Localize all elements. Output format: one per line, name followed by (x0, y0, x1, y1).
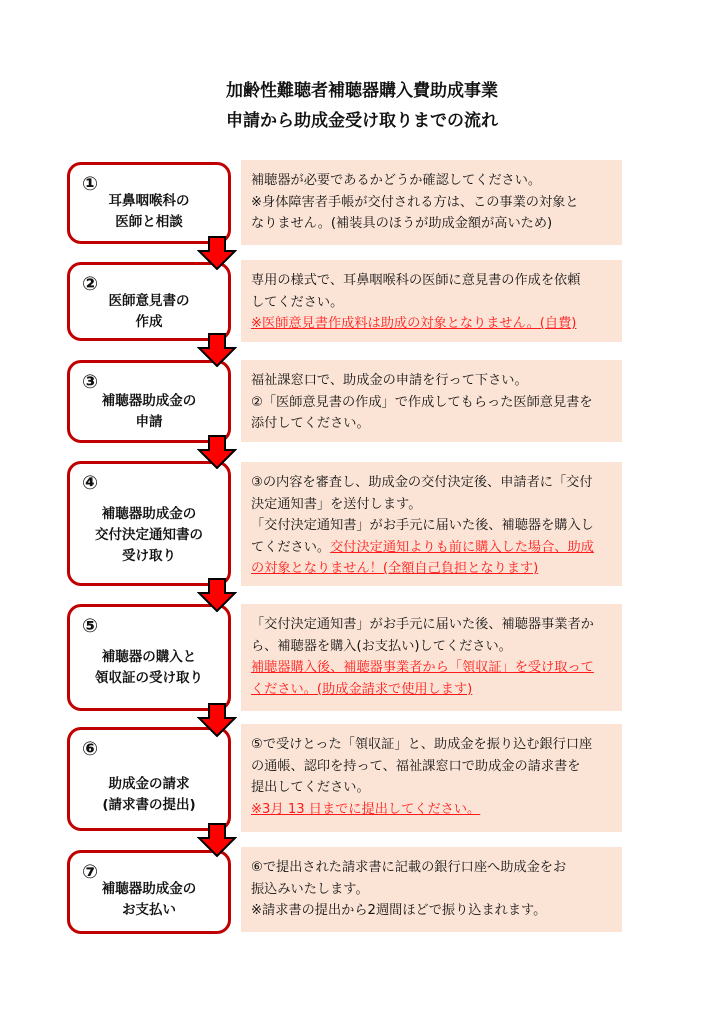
step-box-7 (67, 850, 231, 934)
description-line (251, 170, 612, 192)
step-number: ⑦ (82, 861, 99, 883)
step-label-line: (請求書の提出) (102, 797, 196, 813)
down-arrow-icon (197, 333, 237, 367)
description-line (251, 879, 612, 901)
step-box-5 (67, 604, 231, 711)
description-text: ②「医師意見書の作成」で作成してもらった医師意見書を (251, 394, 593, 410)
step-label-line: 医師と相談 (115, 214, 183, 230)
step-description-5 (241, 604, 622, 711)
description-line (251, 734, 612, 756)
step-label (70, 647, 228, 689)
description-text: 福祉課窓口で、助成金の申請を行って下さい。 (251, 373, 528, 388)
description-line (251, 900, 612, 922)
step-label (70, 879, 228, 921)
description-text: 提出してください。 (251, 780, 370, 795)
step-box-4 (67, 461, 231, 586)
description-line (251, 857, 612, 879)
step-number: ① (82, 173, 99, 195)
description-line (251, 657, 612, 679)
description-text: 決定通知書」を送付します。 (251, 496, 422, 512)
warning-text: ※医師意見書作成料は助成の対象となりません。(自費) (251, 316, 577, 331)
step-label (70, 504, 228, 567)
description-text: ※身体障害者手帳が交付される方は、この事業の対象と (251, 194, 579, 210)
description-text: 添付してください。 (251, 416, 370, 431)
description-text: の通帳、認印を持って、福祉課窓口で助成金の請求書を (251, 758, 581, 774)
description-line (251, 192, 612, 214)
step-label-line: 補聴器助成金の (101, 881, 197, 897)
step-label-line: 助成金の請求 (108, 776, 190, 792)
description-text: ※請求書の提出から2週間ほどで振り込まれます。 (251, 903, 547, 918)
down-arrow-icon (197, 703, 237, 737)
description-line (251, 558, 612, 580)
step-label-line: 補聴器助成金の (101, 393, 197, 409)
step-box-2 (67, 262, 231, 341)
description-line (251, 292, 612, 314)
description-line (251, 777, 612, 799)
step-description-7 (241, 847, 622, 932)
step-label-line: 補聴器の購入と (101, 649, 197, 665)
description-text: 「交付決定通知書」がお手元に届いた後、補聴器を購入し (251, 518, 594, 533)
down-arrow-icon (197, 578, 237, 612)
step-label-line: 受け取り (122, 548, 176, 564)
step-number: ⑥ (82, 738, 99, 760)
description-line (251, 413, 612, 435)
step-label-line: 補聴器助成金の (101, 506, 197, 522)
description-line (251, 313, 612, 335)
description-line (251, 270, 612, 292)
warning-text: の対象となりません！(全額自己負担となります) (251, 561, 539, 576)
down-arrow-icon (197, 435, 237, 469)
step-box-3 (67, 360, 231, 443)
step-box-1 (67, 162, 231, 244)
description-line (251, 537, 612, 559)
description-line (251, 679, 612, 701)
step-description-2 (241, 260, 622, 342)
description-text: ら、補聴器を購入(お支払い)してください。 (251, 638, 512, 654)
step-label-line: 医師意見書の (108, 293, 190, 309)
step-label-line: 申請 (135, 414, 163, 430)
step-label (70, 774, 228, 816)
step-label-line: お支払い (122, 902, 176, 918)
step-label-line: 作成 (135, 314, 163, 330)
step-label (70, 291, 228, 333)
description-text: てください。 (251, 539, 331, 555)
step-label-line: 耳鼻咽喉科の (108, 193, 190, 209)
description-line (251, 392, 612, 414)
step-label (70, 191, 228, 233)
description-line (251, 756, 612, 778)
down-arrow-icon (197, 823, 237, 857)
document-title-line1: 加齢性難聴者補聴器購入費助成事業 (226, 81, 498, 101)
warning-text: 補聴器購入後、補聴器事業者から「領収証」を受け取って (251, 660, 594, 675)
step-description-6 (241, 724, 622, 832)
warning-text: ください。(助成金請求で使用します) (251, 681, 473, 697)
description-text: ⑤で受けとった「領収証」と、助成金を振り込む銀行口座 (251, 737, 593, 752)
step-number: ③ (82, 371, 99, 393)
description-line (251, 614, 612, 636)
description-text: 補聴器が必要であるかどうか確認してください。 (251, 173, 542, 188)
step-description-1 (241, 160, 622, 245)
warning-text: 交付決定通知よりも前に購入した場合、助成 (330, 539, 594, 555)
description-text: してください。 (251, 294, 344, 310)
description-text: ⑥で提出された請求書に記載の銀行口座へ助成金をお (251, 860, 567, 875)
description-text: 「交付決定通知書」がお手元に届いた後、補聴器事業者か (251, 617, 594, 632)
description-text: ③の内容を審査し、助成金の交付決定後、申請者に「交付 (251, 475, 593, 490)
description-line (251, 494, 612, 516)
description-line (251, 636, 612, 658)
step-number: ② (82, 273, 99, 295)
step-number: ⑤ (82, 615, 99, 637)
description-line (251, 472, 612, 494)
description-text: 振込みいたします。 (251, 881, 369, 897)
step-box-6 (67, 727, 231, 831)
document-title-line2: 申請から助成金受け取りまでの流れ (226, 111, 498, 131)
description-line (251, 213, 612, 235)
description-text: 専用の様式で、耳鼻咽喉科の医師に意見書の作成を依頼 (251, 273, 581, 288)
description-line (251, 515, 612, 537)
description-text: なりません。(補装具のほうが助成金額が高いため) (251, 216, 553, 231)
down-arrow-icon (197, 236, 237, 270)
step-description-4 (241, 462, 622, 586)
warning-text: ※3月 13 日までに提出してください。 (251, 801, 481, 817)
description-line (251, 799, 612, 821)
description-line (251, 370, 612, 392)
step-label (70, 391, 228, 433)
step-label-line: 領収証の受け取り (95, 670, 203, 686)
step-label-line: 交付決定通知書の (95, 527, 203, 543)
step-number: ④ (82, 472, 99, 494)
step-description-3 (241, 360, 622, 442)
